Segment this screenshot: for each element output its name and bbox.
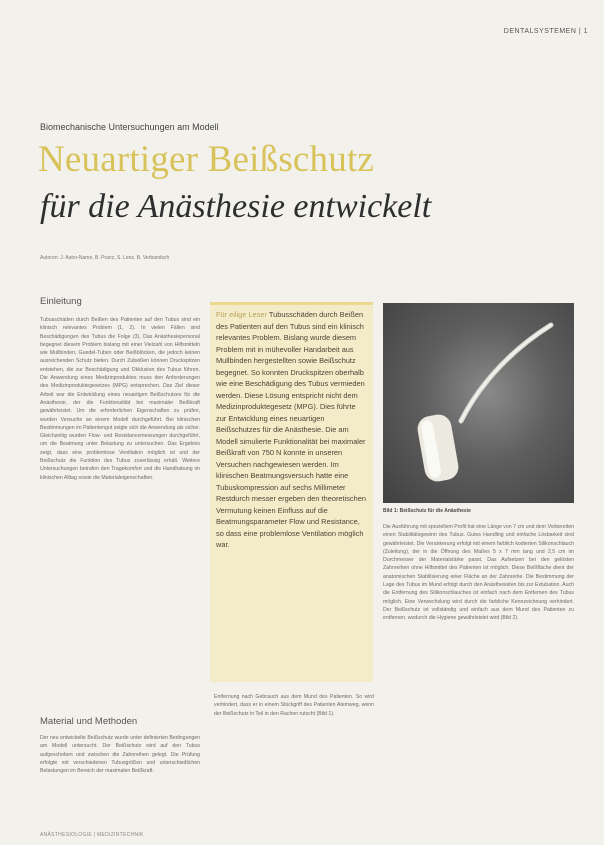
intro-body: Tubusschäden durch Beißen des Patienten auf den Tubus sind ein klinisch relevantes Problem (1, 2). In vielen Fällen sind Beschädigungen des Tubus die Folge (3). Das Anästhesiepersonal begegnet diesem Problem bislang mit einer Vielzahl von Hilfsmitteln wie Mullbinden, Guedel-Tuben oder Beißblöcken, die jedoch keinen ausreichenden Schutz bieten. Durch Zubeißen können Druckspitzen entstehen, die zur Beschädigung und Okklusion des Tubus führen. Die Anwendung eines Medizinproduktes muss den Anforderungen des Medizinproduktegesetzes (MPG) entsprechen. Das Ziel dieser Arbeit war die Entwicklung eines neuartigen Beißschutzes für die Anästhesie, der die Funktionalität bei maximaler Beißkraft gewährleistet. Um die erforderlichen Eigenschaften zu prüfen, wurden Versuche an einem Modell durchgeführt. Bei klinischen Bestimmungen im Patientengut zeigte sich die Anwendung als sicher. Gleichzeitig wurden Flow- und Resistancemessungen durchgeführt, um die Beatmung unter Belastung zu untersuchen. Das Ergebnis zeigt, dass eine problemlose Ventilation möglich ist und der Beißschutz die Funktion des Tubus zuverlässig erhält. Weitere Untersuchungen betrafen den Tragekomfort und die Handhabung im klinischen Alltag sowie die Materialeigenschaften. bbox=[40, 317, 200, 481]
column3-body: Die Ausführung mit speziellem Profil hat eine Länge von 7 cm und dem Vorbereiten einen Stabilitätsgewinn des Tubus. Gutes Handling und einfache Lösbarkeit sind gewährleistet. Die Verankerung erfolgt mit einem farblich kodierten Silikonschlauch (Zuleitung), der in die Öffnung des Maßes 5 x 7 mm lang und 2,5 cm im Durchmesser der Materialstärke passt. Das Aufsetzen bei den gelösten Zahnreihen ohne Hilfsmittel des Patienten ist möglich. Diese Beißfläche dient der anatomischen Stabilisierung einer Fläche an der Zahnreihe. Die Bestimmung der Lage des Tubus im Mund erfolgt durch den Anästhesisten bis zur Extubation. Auch die Entfernung des Silikonschlauches ist einfach nach dem Entfernen des Tubus möglich. Eine Verwechslung wird durch die farbliche Kennzeichnung verhindert. Der Beißschutz ist vollständig und einfach aus dem Mund des Patienten zu entfernen, wodurch die Hygiene gewährleistet wird (Bild 2). bbox=[383, 524, 574, 622]
methods-body: Der neu entwickelte Beißschutz wurde unter definierten Bedingungen am Modell untersucht. Der Beißschutz wird auf den Tubus aufgeschoben und zwischen die Zahnreihen gelegt. Die Prüfung erfolgte mit verschiedenen Tubusgrößen und unterschiedlichen Belastungen im Bereich der maximalen Beißkraft. bbox=[40, 735, 200, 775]
methods-heading: Material und Methoden bbox=[40, 716, 138, 727]
page-footer: ANÄSTHESIOLOGIE | MEDIZINTECHNIK bbox=[40, 832, 144, 838]
article-subtitle: für die Anästhesie entwickelt bbox=[40, 188, 432, 225]
intro-heading: Einleitung bbox=[40, 296, 82, 307]
summary-callout-text bbox=[216, 309, 367, 551]
running-header: DENTALSYSTEMEN | 1 bbox=[503, 28, 588, 35]
summary-callout-body: Tubusschäden durch Beißen des Patienten auf den Tubus sind ein klinisch relevantes Problem. Bislang wurde diesem Problem mit in mühevoller Handarbeit aus Mullbinden hergestellten sowie Beißschutz begegnet. So konnten Druckspitzen oberhalb wie eine Beschädigung des Tubus vermieden werden. Diese Lösung entspricht nicht dem Medizinproduktegesetz (MPG). Dies führte zur Entwicklung eines neuartigen Beißschutzes für die Anästhesie. Die am Modell simulierte Funktionalität bei maximaler Beißkraft von 750 N konnte in unseren Versuchen nachgewiesen werden. Im klinischen Beatmungsversuch hatte eine Tubuskompression auf sechs Millimeter Restdurch messer ergeben den theoretischen Vermutung keinen Einfluss auf die Beatmungsparameter Flow und Resistance, so dass eine problemlose Ventilation möglich war. bbox=[216, 310, 366, 549]
summary-callout-box bbox=[210, 302, 373, 682]
bite-guard-photo bbox=[383, 303, 574, 503]
bite-guard-illustration bbox=[383, 303, 574, 503]
figure-caption: Bild 1: Beißschutz für die Anästhesie bbox=[383, 508, 471, 514]
article-authors: Autoren: J. Autor-Name, B. Pranz, S. Lenz, B. Verbandsch bbox=[40, 255, 170, 261]
article-title: Neuartiger Beißschutz bbox=[38, 139, 375, 180]
column2-body: Entfernung nach Gebrauch aus dem Mund des Patienten. So wird verhindert, dass er in einem Stückgriff des Patienten Atemweg, wenn der Beißschutz in Teil in den Rachen rutscht (Bild 1). bbox=[214, 694, 374, 717]
summary-callout-lead: Für eilige Leser bbox=[216, 310, 267, 319]
article-kicker: Biomechanische Untersuchungen am Modell bbox=[40, 122, 219, 132]
